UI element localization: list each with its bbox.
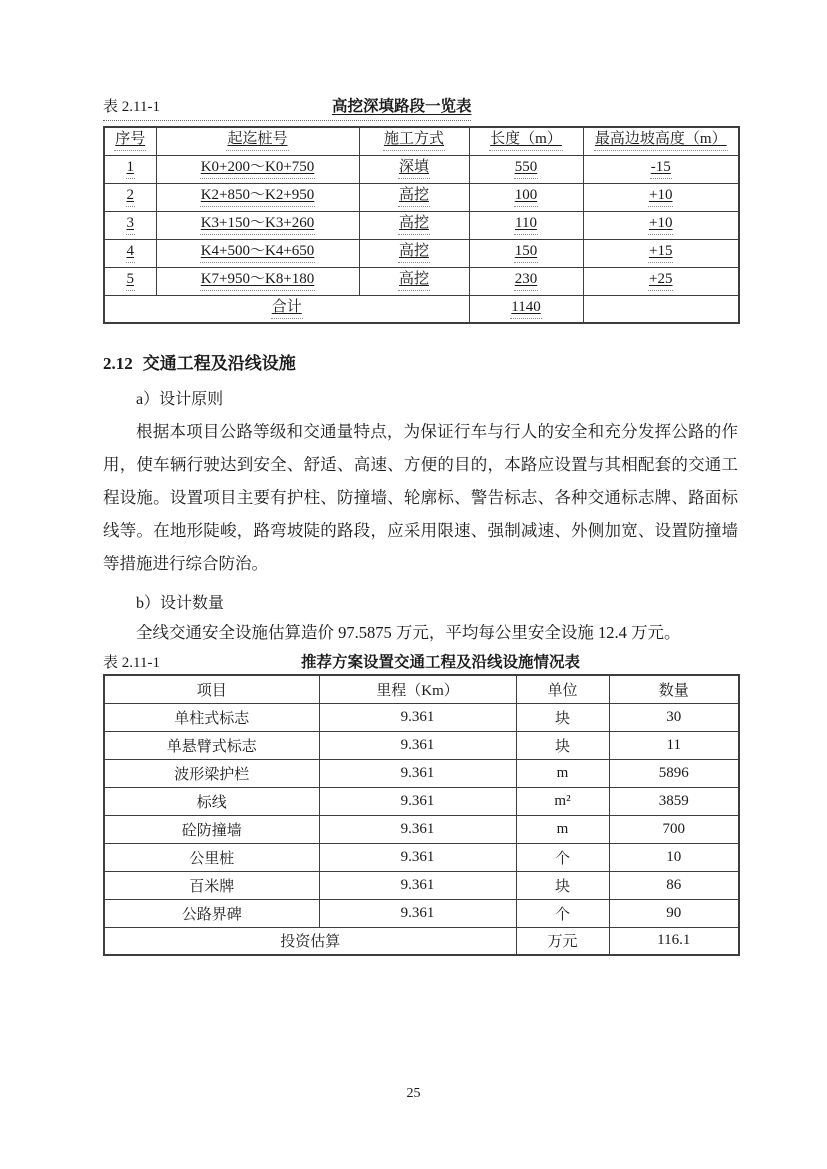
table2-cell: 9.361 bbox=[319, 731, 516, 759]
table-row bbox=[104, 815, 739, 843]
cell-text: +15 bbox=[648, 243, 673, 263]
table1-caption-line bbox=[103, 96, 471, 121]
cell-text: K2+850～K2+950 bbox=[200, 187, 316, 207]
table1-cell bbox=[469, 267, 583, 295]
table2-caption-title: 推荐方案设置交通工程及沿线设施情况表 bbox=[300, 654, 580, 671]
table1-cell bbox=[583, 267, 739, 295]
cell-text: 高挖 bbox=[398, 243, 430, 263]
table2-cell: m bbox=[516, 815, 609, 843]
section-heading-number: 2.12 bbox=[103, 354, 133, 373]
table1-cell bbox=[104, 155, 156, 183]
table2-caption-label: 表 2.11-1 bbox=[103, 655, 160, 671]
subsection-b-label: b）设计数量 bbox=[136, 595, 225, 612]
table1-header-cell bbox=[583, 127, 739, 155]
cell-text: 高挖 bbox=[398, 271, 430, 291]
table1-cell bbox=[156, 211, 359, 239]
cell-text: +25 bbox=[648, 271, 673, 291]
table1-caption-label: 表 2.11-1 bbox=[103, 99, 160, 115]
table1-cell bbox=[156, 239, 359, 267]
section-heading bbox=[103, 352, 738, 376]
table1-header-cell bbox=[359, 127, 469, 155]
table-row bbox=[104, 183, 739, 211]
table1-header-cell bbox=[104, 127, 156, 155]
table1-header-text: 序号 bbox=[114, 131, 146, 151]
cell-text: 230 bbox=[514, 271, 539, 291]
table2-cell: 公里桩 bbox=[104, 843, 319, 871]
table1-cell bbox=[583, 183, 739, 211]
table2-cell: 9.361 bbox=[319, 871, 516, 899]
cell-text: 高挖 bbox=[398, 187, 430, 207]
table-row bbox=[104, 759, 739, 787]
table1-total-empty-cell bbox=[583, 295, 739, 323]
table2-cell: 9.361 bbox=[319, 843, 516, 871]
table1-cell bbox=[469, 239, 583, 267]
table1-total-length-cell bbox=[469, 295, 583, 323]
table2-cell: 砼防撞墙 bbox=[104, 815, 319, 843]
table1-cell bbox=[469, 211, 583, 239]
table1-header-text: 起迄桩号 bbox=[226, 131, 288, 151]
table2-cell: 9.361 bbox=[319, 759, 516, 787]
table2-total-label-cell: 投资估算 bbox=[104, 927, 516, 955]
table-row bbox=[104, 843, 739, 871]
cell-text: 3 bbox=[126, 215, 136, 235]
table2-cell: 单柱式标志 bbox=[104, 703, 319, 731]
table2-cell: 单悬臂式标志 bbox=[104, 731, 319, 759]
cell-text: 4 bbox=[126, 243, 136, 263]
table2-cell: 个 bbox=[516, 843, 609, 871]
table1-header-cell bbox=[469, 127, 583, 155]
cell-text: -15 bbox=[650, 159, 672, 179]
table2-total-value-cell: 116.1 bbox=[609, 927, 739, 955]
table2-cell: 700 bbox=[609, 815, 739, 843]
table2-cell: 9.361 bbox=[319, 703, 516, 731]
table1-total-label-cell bbox=[104, 295, 469, 323]
table2-cell: 90 bbox=[609, 899, 739, 927]
table1-header-text: 最高边坡高度（m） bbox=[594, 131, 728, 151]
cell-text: 高挖 bbox=[398, 215, 430, 235]
table-row bbox=[104, 787, 739, 815]
table1-caption bbox=[103, 96, 738, 121]
table-row bbox=[104, 703, 739, 731]
cell-text: K3+150～K3+260 bbox=[200, 215, 316, 235]
cell-text: 1 bbox=[126, 159, 136, 179]
cell-text: 深填 bbox=[398, 159, 430, 179]
table1-cell bbox=[583, 155, 739, 183]
table2-cell: 30 bbox=[609, 703, 739, 731]
design-principle-paragraph: 根据本项目公路等级和交通量特点，为保证行车与行人的安全和充分发挥公路的作用，使车辆行驶达到安全、舒适、高速、方便的目的，本路应设置与其相配套的交通工程设施。设置项目主要有护柱、防撞墙、轮廓标、警告标志、各种交通标志牌、路面标线等。在地形陡峻，路弯坡陡的路段，应采用限速、强制减速、外侧加宽、设置防撞墙等措施进行综合防治。 bbox=[103, 422, 738, 573]
table1-cell bbox=[359, 267, 469, 295]
table2-cell: 个 bbox=[516, 899, 609, 927]
table2-cell: 11 bbox=[609, 731, 739, 759]
cell-text: 100 bbox=[514, 187, 539, 207]
table-row bbox=[104, 155, 739, 183]
table1-caption-title: 高挖深填路段一览表 bbox=[331, 98, 472, 115]
table1-cell bbox=[469, 183, 583, 211]
subsection-a-label: a）设计原则 bbox=[136, 391, 224, 408]
table1-cell bbox=[583, 239, 739, 267]
table1-cell bbox=[156, 183, 359, 211]
table1-cell bbox=[469, 155, 583, 183]
table-row bbox=[104, 731, 739, 759]
table2 bbox=[103, 674, 740, 956]
page-number: 25 bbox=[406, 1086, 421, 1101]
table1-cell bbox=[104, 211, 156, 239]
table1-cell bbox=[104, 183, 156, 211]
table-row bbox=[104, 239, 739, 267]
table2-cell: 公路界碑 bbox=[104, 899, 319, 927]
table1-total-row bbox=[104, 295, 739, 323]
table-row bbox=[104, 211, 739, 239]
table2-cell: 86 bbox=[609, 871, 739, 899]
cell-text: 2 bbox=[126, 187, 136, 207]
table2-cell: 标线 bbox=[104, 787, 319, 815]
table1 bbox=[103, 126, 740, 324]
table1-header-row bbox=[104, 127, 739, 155]
table2-cell: 10 bbox=[609, 843, 739, 871]
table1-cell bbox=[359, 183, 469, 211]
table1-cell bbox=[156, 267, 359, 295]
table2-cell: 5896 bbox=[609, 759, 739, 787]
table2-cell: 块 bbox=[516, 731, 609, 759]
table2-cell: 波形梁护栏 bbox=[104, 759, 319, 787]
table2-header-cell: 数量 bbox=[609, 675, 739, 703]
table1-header-cell bbox=[156, 127, 359, 155]
table-row bbox=[104, 267, 739, 295]
cost-summary-paragraph: 全线交通安全设施估算造价 97.5875 万元，平均每公里安全设施 12.4 万元。 bbox=[136, 623, 681, 642]
table2-total-row bbox=[104, 927, 739, 955]
cell-text: 110 bbox=[514, 215, 538, 235]
table-row bbox=[104, 899, 739, 927]
cell-text: 150 bbox=[514, 243, 539, 263]
total-value-text: 1140 bbox=[510, 299, 541, 319]
table1-cell bbox=[104, 239, 156, 267]
cell-text: K7+950～K8+180 bbox=[200, 271, 316, 291]
cell-text: +10 bbox=[648, 187, 673, 207]
table2-cell: 百米牌 bbox=[104, 871, 319, 899]
table1-cell bbox=[583, 211, 739, 239]
table1-cell bbox=[359, 239, 469, 267]
section-heading-title: 交通工程及沿线设施 bbox=[142, 354, 296, 373]
page-content bbox=[103, 96, 738, 956]
table1-header-text: 施工方式 bbox=[383, 131, 445, 151]
cell-text: +10 bbox=[648, 215, 673, 235]
table1-cell bbox=[156, 155, 359, 183]
table1-cell bbox=[359, 211, 469, 239]
table2-header-cell: 项目 bbox=[104, 675, 319, 703]
table-row bbox=[104, 871, 739, 899]
cell-text: K4+500～K4+650 bbox=[200, 243, 316, 263]
cell-text: 5 bbox=[126, 271, 136, 291]
table2-cell: 9.361 bbox=[319, 899, 516, 927]
cell-text: K0+200～K0+750 bbox=[200, 159, 316, 179]
table2-cell: 9.361 bbox=[319, 815, 516, 843]
table2-total-unit-cell: 万元 bbox=[516, 927, 609, 955]
table2-header-cell: 单位 bbox=[516, 675, 609, 703]
table2-cell: 3859 bbox=[609, 787, 739, 815]
table2-cell: 9.361 bbox=[319, 787, 516, 815]
table2-cell: m² bbox=[516, 787, 609, 815]
table1-header-text: 长度（m） bbox=[489, 131, 563, 151]
table2-cell: m bbox=[516, 759, 609, 787]
table1-cell bbox=[104, 267, 156, 295]
table1-cell bbox=[359, 155, 469, 183]
total-label-text: 合计 bbox=[271, 299, 303, 319]
table2-header-cell: 里程（Km） bbox=[319, 675, 516, 703]
table2-cell: 块 bbox=[516, 871, 609, 899]
cell-text: 550 bbox=[514, 159, 539, 179]
table2-cell: 块 bbox=[516, 703, 609, 731]
table2-caption bbox=[103, 652, 738, 674]
table2-header-row bbox=[104, 675, 739, 703]
